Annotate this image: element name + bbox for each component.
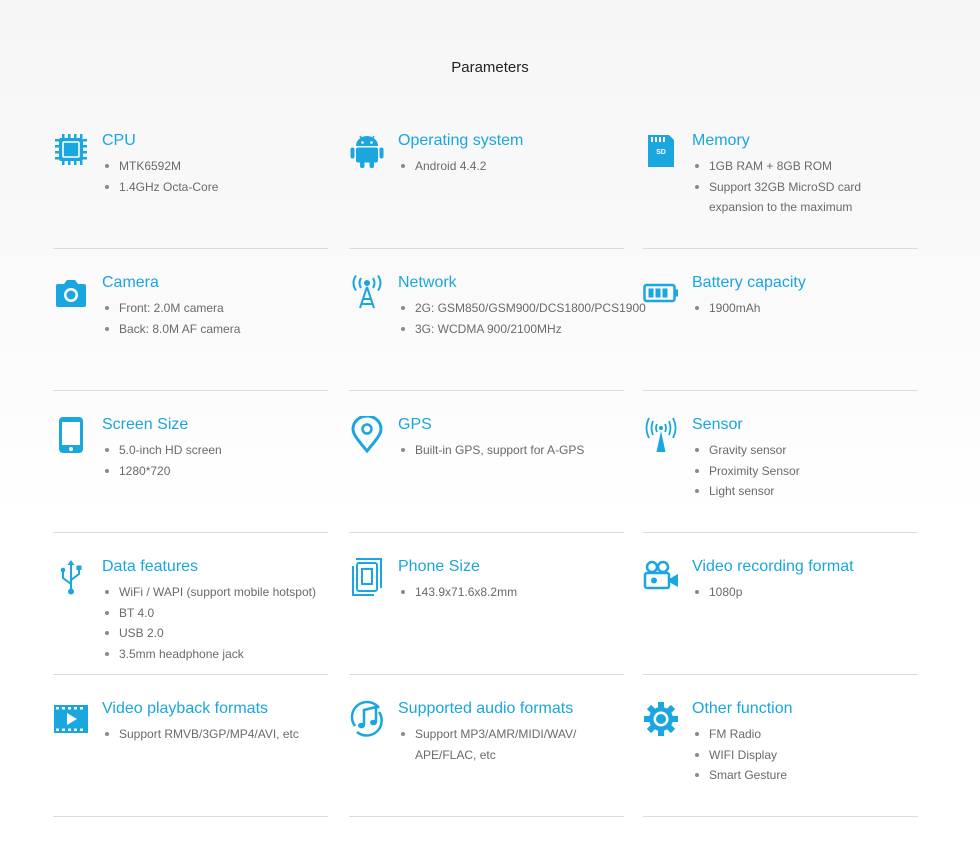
param-list — [398, 582, 517, 603]
param-item: Back: 8.0M AF camera — [102, 319, 240, 340]
param-item: Gravity sensor — [692, 440, 800, 461]
param-phone-size — [349, 556, 624, 676]
battery-icon — [643, 274, 679, 312]
param-list — [398, 298, 646, 339]
param-item-continued: expansion to the maximum — [709, 200, 853, 214]
param-list — [102, 440, 222, 481]
param-screen-size — [53, 414, 328, 534]
param-title: Supported audio formats — [398, 700, 574, 717]
parameters-row — [53, 272, 921, 414]
parameters-row — [53, 556, 921, 698]
parameters-grid — [53, 130, 921, 840]
param-item: 5.0-inch HD screen — [102, 440, 222, 461]
param-title: Video playback formats — [102, 700, 269, 717]
param-item: Smart Gesture — [692, 765, 787, 786]
film-play-icon — [53, 700, 89, 738]
param-list — [692, 156, 861, 218]
param-item: Support MP3/AMR/MIDI/WAV/ — [398, 724, 576, 745]
video-camera-icon — [643, 558, 679, 596]
param-title: Memory — [692, 132, 750, 149]
music-note-icon — [349, 700, 385, 738]
param-list — [398, 440, 584, 461]
param-sensor — [643, 414, 918, 534]
param-item: MTK6592M — [102, 156, 218, 177]
param-item: Light sensor — [692, 481, 800, 502]
camera-icon — [53, 274, 89, 312]
param-other-function — [643, 698, 918, 818]
sd-card-icon — [643, 132, 679, 170]
divider — [349, 816, 624, 817]
param-list — [102, 582, 316, 664]
android-icon — [349, 132, 385, 170]
location-pin-icon — [349, 416, 385, 454]
param-item: 1GB RAM + 8GB ROM — [692, 156, 861, 177]
param-video-playback-formats — [53, 698, 328, 818]
param-list — [692, 724, 787, 786]
param-gps — [349, 414, 624, 534]
param-list — [692, 582, 742, 603]
param-title: Operating system — [398, 132, 524, 149]
usb-icon — [53, 558, 89, 596]
svg-text:SD: SD — [656, 149, 666, 156]
param-title: Data features — [102, 558, 199, 575]
param-item: Android 4.4.2 — [398, 156, 486, 177]
sensor-wave-icon — [643, 416, 679, 454]
param-title: Sensor — [692, 416, 743, 433]
param-item: 1280*720 — [102, 461, 222, 482]
param-list — [692, 440, 800, 502]
param-title: Camera — [102, 274, 159, 291]
param-video-recording-format — [643, 556, 918, 676]
page-title: Parameters — [451, 59, 529, 76]
phone-icon — [53, 416, 89, 454]
param-title: Network — [398, 274, 457, 291]
param-item: BT 4.0 — [102, 603, 316, 624]
param-list — [398, 724, 576, 765]
param-operating-system — [349, 130, 624, 250]
divider — [643, 390, 918, 391]
param-item: USB 2.0 — [102, 623, 316, 644]
param-title: CPU — [102, 132, 136, 149]
param-supported-audio-formats — [349, 698, 624, 818]
parameters-row — [53, 698, 921, 840]
divider — [53, 532, 328, 533]
param-item: 1080p — [692, 582, 742, 603]
divider — [53, 390, 328, 391]
param-item: Support 32GB MicroSD card — [692, 177, 861, 198]
param-item: 143.9x71.6x8.2mm — [398, 582, 517, 603]
param-item: FM Radio — [692, 724, 787, 745]
divider — [643, 674, 918, 675]
divider — [643, 532, 918, 533]
phone-dimension-icon — [349, 558, 385, 596]
divider — [643, 248, 918, 249]
divider — [349, 532, 624, 533]
divider — [349, 674, 624, 675]
param-item: Proximity Sensor — [692, 461, 800, 482]
param-network — [349, 272, 646, 392]
divider — [349, 390, 624, 391]
param-title: Other function — [692, 700, 793, 717]
parameters-row — [53, 130, 921, 272]
signal-tower-icon — [349, 274, 385, 312]
param-item: WIFI Display — [692, 745, 787, 766]
param-title: Screen Size — [102, 416, 189, 433]
param-data-features — [53, 556, 328, 676]
parameters-row — [53, 414, 921, 556]
divider — [349, 248, 624, 249]
param-item: 3.5mm headphone jack — [102, 644, 316, 665]
divider — [53, 674, 328, 675]
param-title: Battery capacity — [692, 274, 806, 291]
param-title: Video recording format — [692, 558, 854, 575]
param-item: WiFi / WAPI (support mobile hotspot) — [102, 582, 316, 603]
param-list — [692, 298, 760, 319]
divider — [53, 248, 328, 249]
param-memory — [643, 130, 918, 250]
param-item-continued: APE/FLAC, etc — [415, 747, 496, 762]
gear-icon — [643, 700, 679, 738]
param-item: 2G: GSM850/GSM900/DCS1800/PCS1900 — [398, 298, 646, 319]
param-list — [398, 156, 486, 177]
param-title: Phone Size — [398, 558, 480, 575]
param-item: 3G: WCDMA 900/2100MHz — [398, 319, 646, 340]
param-list — [102, 156, 218, 197]
param-cpu — [53, 130, 328, 250]
cpu-chip-icon — [53, 132, 89, 170]
param-item: 1.4GHz Octa-Core — [102, 177, 218, 198]
divider — [53, 816, 328, 817]
param-item: Support RMVB/3GP/MP4/AVI, etc — [102, 724, 299, 745]
param-item: 1900mAh — [692, 298, 760, 319]
param-camera — [53, 272, 328, 392]
param-title: GPS — [398, 416, 432, 433]
param-list — [102, 298, 240, 339]
param-item: Front: 2.0M camera — [102, 298, 240, 319]
divider — [643, 816, 918, 817]
param-list — [102, 724, 299, 745]
param-battery-capacity — [643, 272, 918, 392]
param-item: Built-in GPS, support for A-GPS — [398, 440, 584, 461]
